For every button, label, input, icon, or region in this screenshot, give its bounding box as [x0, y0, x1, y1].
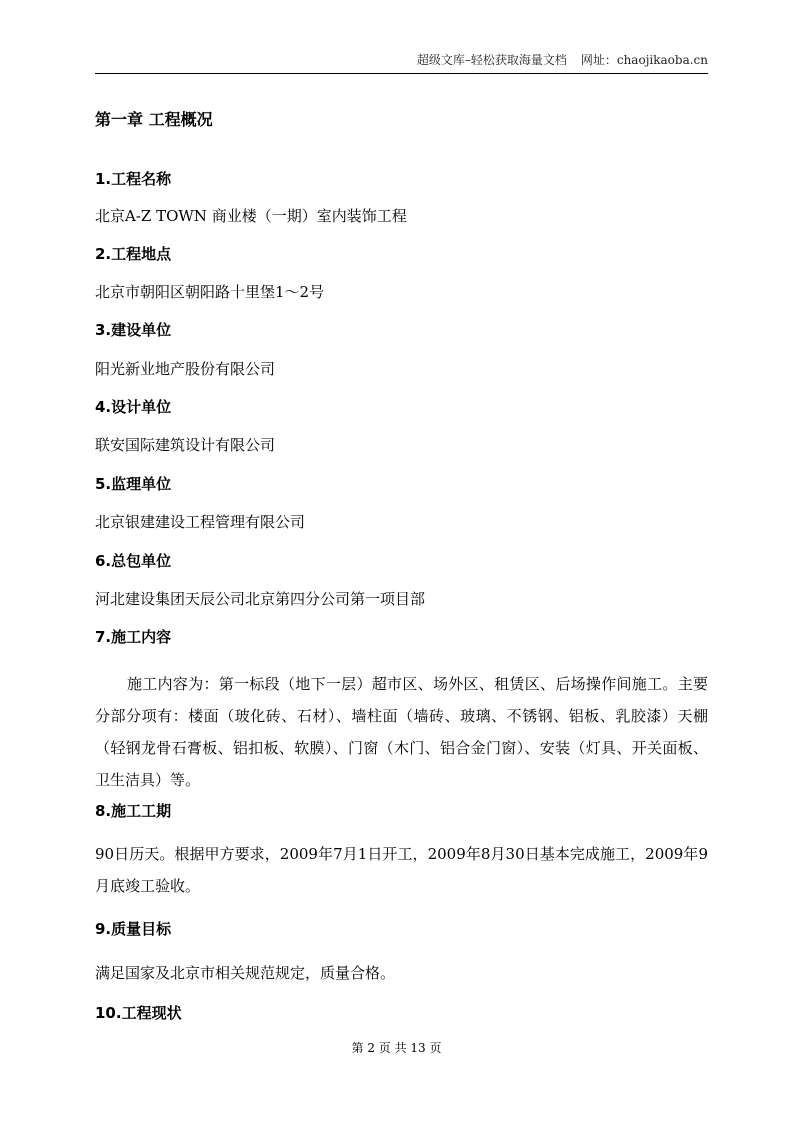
section-6-title: 6.总包单位: [95, 552, 172, 570]
header-divider: [95, 73, 708, 74]
section-9-title: 9.质量目标: [95, 920, 172, 938]
section-9-body: 满足国家及北京市相关规范规定，质量合格。: [95, 964, 396, 982]
header-url[interactable]: 网址：chaojikaoba.cn: [580, 53, 708, 67]
section-1-title: 1.工程名称: [95, 170, 172, 188]
section-8-body: 90日历天。根据甲方要求，2009年7月1日开工，2009年8月30日基本完成施工，2009年9月底竣工验收。: [95, 845, 708, 895]
section-6-body: 河北建设集团天辰公司北京第四分公司第一项目部: [95, 590, 426, 608]
section-5-body: 北京银建建设工程管理有限公司: [95, 513, 306, 531]
page-header: [95, 52, 708, 68]
section-2-body: 北京市朝阳区朝阳路十里堡1～2号: [95, 283, 325, 301]
header-site-name: 超级文库–轻松获取海量文档: [416, 53, 567, 67]
section-7-title: 7.施工内容: [95, 628, 172, 646]
section-7-body: 施工内容为：第一标段（地下一层）超市区、场外区、租赁区、后场操作间施工。主要分部分项有：楼面（玻化砖、石材）、墙柱面（墙砖、玻璃、不锈钢、铝板、乳胶漆）天棚（轻钢龙骨石膏板、铝扣板、软膜）、门窗（木门、铝合金门窗）、安装（灯具、开关面板、卫生洁具）等。: [95, 675, 708, 789]
section-1-body: 北京A-Z TOWN 商业楼（一期）室内装饰工程: [95, 207, 407, 225]
section-4-body: 联安国际建筑设计有限公司: [95, 436, 276, 454]
section-3-body: 阳光新业地产股份有限公司: [95, 360, 276, 378]
section-3-title: 3.建设单位: [95, 321, 172, 339]
section-4-title: 4.设计单位: [95, 398, 172, 416]
chapter-title: 第一章 工程概况: [95, 110, 213, 129]
section-2-title: 2.工程地点: [95, 245, 172, 263]
section-5-title: 5.监理单位: [95, 475, 172, 493]
page-footer: 第 2 页 共 13 页: [351, 1041, 442, 1055]
section-8-title: 8.施工工期: [95, 802, 172, 820]
section-10-title: 10.工程现状: [95, 1004, 182, 1022]
